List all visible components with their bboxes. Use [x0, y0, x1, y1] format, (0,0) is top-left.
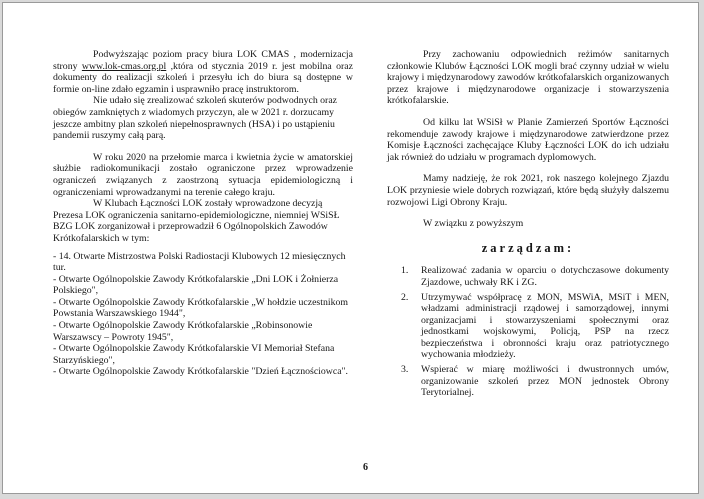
order-text: Utrzymywać współpracę z MON, MSWiA, MSiT i MEN, władzami administracji rządowej i samorządowej, innymi organizacjami i stowarzyszeniami społecznymi oraz jednostkami wojskowymi, Policją, PSP na rzecz bezpieczeństwa i obronności kraju oraz patriotycznego wychowania młodzieży. — [421, 291, 669, 361]
order-item — [387, 292, 669, 362]
list-item: - Otwarte Ogólnopolskie Zawody Krótkofalarskie "Dzień Łącznościowca". — [53, 366, 349, 378]
website-link[interactable]: www.lok-cmas.org.pl — [81, 60, 167, 72]
contest-list — [53, 251, 353, 379]
paragraph-clubs: W Klubach Łączności LOK zostały wprowadzone decyzją Prezesa LOK ograniczenia sanitarno-epidemiologiczne, niemniej WSiSŁ BZG LOK zorganizował i przeprowadził 6 Ogólnopolskich Zawodów Krótkofalarskich w tym: — [53, 198, 340, 244]
paragraph-training: Nie udało się zrealizować szkoleń skuterów podwodnych oraz obiegów zamkniętych z wiadomych przyczyn, ale w 2021 r. dorzucamy jeszcze ambitny plan szkoleń niepełnosprawnych (HSA) i po ustąpieniu pandemii ruszymy całą parą. — [53, 95, 338, 142]
paragraph-therefore: W związku z powyższym — [423, 218, 524, 230]
page-number: 6 — [363, 462, 368, 473]
order-number: 3. — [401, 364, 409, 376]
right-column — [387, 49, 669, 402]
paragraph-sanitary: Przy zachowaniu odpowiednich reżimów sanitarnych członkowie Klubów Łączności LOK mogli brać czynny udział w wielu krajowy i międzynarodowy zawodów krótkofalarskich organizowanych przez krajowe i międzynarodowe organizacje i stowarzyszenia krótkofalarskie. — [387, 49, 669, 107]
order-number: 2. — [401, 291, 409, 303]
order-list — [387, 265, 669, 399]
list-item: - Otwarte Ogólnopolskie Zawody Krótkofalarskie VI Memoriał Stefana Starzyńskiego", — [53, 343, 335, 366]
list-item: - 14. Otwarte Mistrzostwa Polski Radiostacji Klubowych 12 miesięcznych tur. — [53, 250, 346, 274]
order-text: Realizować zadania w oparciu o dotychczasowe dokumenty Zjazdowe, uchwały RK i ZG. — [421, 265, 669, 288]
paragraph-website-start: Podwyższając poziom pracy biura LOK CMAS , modernizacja strony — [53, 49, 353, 72]
order-item — [387, 265, 669, 288]
paragraph-wsisl: Od kilku lat WSiSł w Planie Zamierzeń Sportów Łączności rekomenduje zawody krajowe i międzynarodowe zatwierdzone przez Komisje Łączności zachęcające Kluby Łączności LOK do ich udziału jak również do udziału w programach dyplomowych. — [387, 116, 669, 163]
order-item — [387, 364, 669, 399]
document-page — [2, 2, 699, 494]
order-text: Wspierać w miarę możliwości i dwustronnych umów, organizowanie szkoleń przez MON jednostek Obrony Terytorialnej. — [421, 364, 669, 399]
list-item: - Otwarte Ogólnopolskie Zawody Krótkofalarskie „W hołdzie uczestnikom Powstania Warszawskiego 1944", — [53, 296, 349, 320]
list-item: - Otwarte Ogólnopolskie Zawody Krótkofalarskie „Robinsonowie Warszawscy – Powroty 1945", — [53, 320, 313, 343]
paragraph-website — [53, 49, 353, 95]
paragraph-hope-2021: Mamy nadzieję, że rok 2021, rok naszego kolejnego Zjazdu LOK przyniesie wiele dobrych rozwiązań, które będą służyły dalszemu rozwojowi Ligi Obrony Kraju. — [387, 173, 669, 208]
paragraph-radio-2020: W roku 2020 na przełomie marca i kwietnia życie w amatorskiej służbie radiokomunikacji zostało ograniczone przez wprowadzenie ograniczeń związanych z zaostrzoną sytuacja epidemiologiczną i ograniczeniami wprowadzanymi na terenie całego kraju. — [53, 151, 353, 198]
order-number: 1. — [401, 265, 409, 277]
order-heading: zarządzam: — [481, 240, 575, 255]
paragraph-website-end: ,która od stycznia 2019 r. jest mobilna oraz dokumenty do realizacji szkoleń i przesyłu ich do biura są dostępne w formie on-line zdało egzamin i usprawniło pracę instruktorom. — [53, 60, 353, 95]
list-item: - Otwarte Ogólnopolskie Zawody Krótkofalarskie „Dni LOK i Żołnierza Polskiego", — [53, 273, 339, 297]
left-column — [53, 49, 353, 378]
